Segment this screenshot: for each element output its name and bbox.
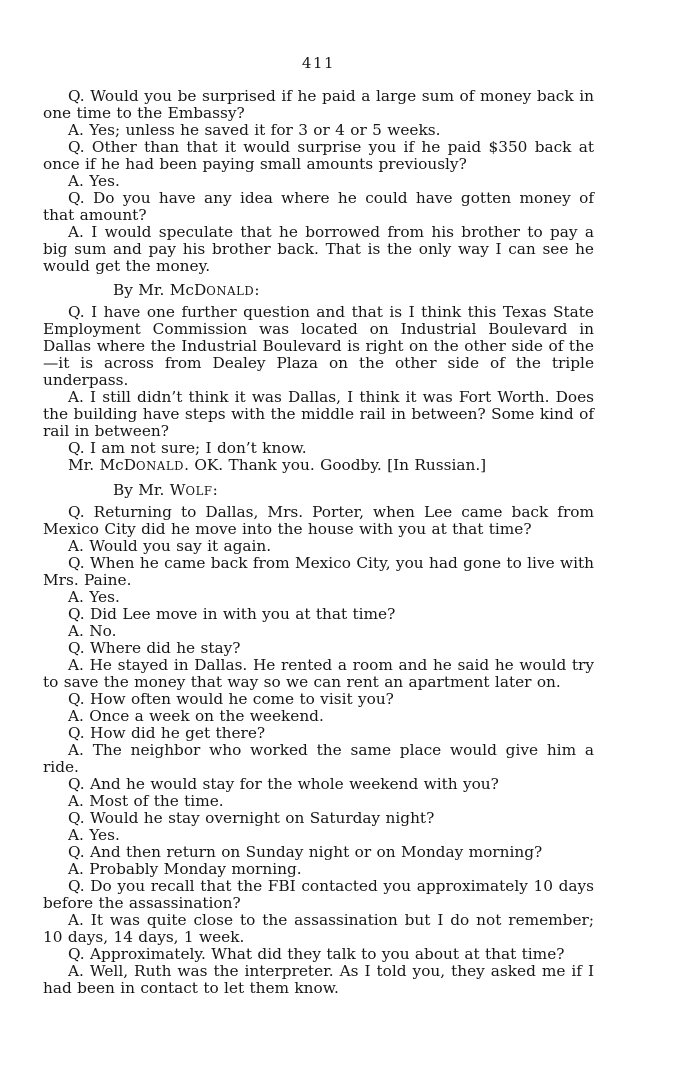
qa-paragraph	[43, 946, 594, 963]
text-segment: A. Yes.	[68, 826, 120, 844]
page-number: 411	[301, 54, 336, 72]
text-segment: Q. Would you be surprised if he paid a large sum of money back in one time to the Embassy?	[43, 87, 594, 122]
text-segment: . OK. Thank you. Goodby. [In Russian.]	[184, 456, 487, 474]
qa-paragraph	[43, 776, 594, 793]
text-segment: Q. I am not sure; I don’t know.	[68, 439, 307, 457]
text-segment: Q. Did Lee move in with you at that time?	[68, 605, 396, 623]
text-segment: By Mr. McD	[113, 281, 207, 299]
text-segment: Mr. McD	[68, 456, 137, 474]
qa-paragraph	[43, 555, 594, 589]
text-segment: Q. And then return on Sunday night or on Monday morning?	[68, 843, 543, 861]
qa-paragraph	[43, 691, 594, 708]
surname-smallcaps: ONALD	[136, 459, 185, 473]
qa-paragraph	[43, 793, 594, 810]
text-segment: A. The neighbor who worked the same place would give him a ride.	[43, 741, 594, 776]
text-segment: Q. Other than that it would surprise you if he paid $350 back at once if he had been paying small amounts previously?	[43, 138, 594, 173]
qa-paragraph	[43, 742, 594, 776]
qa-paragraph	[43, 725, 594, 742]
text-segment: Q. When he came back from Mexico City, you had gone to live with Mrs. Paine.	[43, 554, 594, 589]
text-segment: Q. And he would stay for the whole weekend with you?	[68, 775, 499, 793]
qa-paragraph	[43, 440, 594, 457]
text-segment: A. Once a week on the weekend.	[68, 707, 324, 725]
text-segment: Q. Do you have any idea where he could have gotten money of that amount?	[43, 189, 594, 224]
text-segment: A. Well, Ruth was the interpreter. As I told you, they asked me if I had been in contact to let them know.	[43, 962, 594, 997]
text-segment: A. Yes; unless he saved it for 3 or 4 or 5 weeks.	[68, 121, 441, 139]
qa-paragraph	[43, 389, 594, 440]
surname-smallcaps: ONALD	[206, 284, 255, 298]
qa-paragraph	[43, 827, 594, 844]
text-segment: Q. How did he get there?	[68, 724, 266, 742]
text-segment: By Mr. W	[113, 481, 186, 499]
text-segment: Q. How often would he come to visit you?	[68, 690, 394, 708]
qa-paragraph	[43, 538, 594, 555]
text-segment: Q. Where did he stay?	[68, 639, 241, 657]
qa-paragraph	[43, 88, 594, 122]
qa-paragraph	[43, 640, 594, 657]
qa-paragraph	[43, 844, 594, 861]
text-segment: :	[212, 481, 218, 499]
qa-paragraph	[43, 224, 594, 275]
text-segment: A. Yes.	[68, 588, 120, 606]
qa-paragraph	[43, 878, 594, 912]
qa-paragraph	[43, 657, 594, 691]
text-segment: A. Yes.	[68, 172, 120, 190]
qa-paragraph	[43, 623, 594, 640]
qa-paragraph	[43, 708, 594, 725]
qa-paragraph	[43, 139, 594, 173]
text-segment: A. No.	[68, 622, 117, 640]
qa-paragraph	[43, 589, 594, 606]
qa-paragraph	[43, 122, 594, 139]
qa-paragraph	[43, 861, 594, 878]
text-segment: Q. Approximately. What did they talk to you about at that time?	[68, 945, 565, 963]
text-segment: A. I would speculate that he borrowed from his brother to pay a big sum and pay his brother back. That is the only way I can see he would get the money.	[43, 223, 594, 275]
qa-paragraph	[43, 457, 594, 475]
text-segment: A. I still didn’t think it was Dallas, I think it was Fort Worth. Does the building have steps with the middle rail in between? Some kind of rail in between?	[43, 388, 594, 440]
surname-smallcaps: OLF	[185, 484, 213, 498]
text-segment: A. It was quite close to the assassination but I do not remember; 10 days, 14 days, 1 week.	[43, 911, 594, 946]
text-segment: A. Most of the time.	[68, 792, 224, 810]
qa-paragraph	[43, 190, 594, 224]
qa-paragraph	[43, 963, 594, 997]
attorney-byline	[113, 282, 594, 300]
text-segment: :	[254, 281, 260, 299]
text-segment: A. He stayed in Dallas. He rented a room and he said he would try to save the money that way so we can rent an apartment later on.	[43, 656, 594, 691]
transcript-body	[43, 88, 594, 997]
text-segment: Q. I have one further question and that is I think this Texas State Employment Commission was located on Industrial Boulevard in Dallas where the Industrial Boulevard is right on the other side of the—it is across from Dealey Plaza on the other side of the triple underpass.	[43, 303, 594, 389]
qa-paragraph	[43, 304, 594, 389]
qa-paragraph	[43, 810, 594, 827]
text-segment: Q. Do you recall that the FBI contacted you approximately 10 days before the assassination?	[43, 877, 594, 912]
qa-paragraph	[43, 912, 594, 946]
text-segment: A. Would you say it again.	[68, 537, 272, 555]
text-segment: A. Probably Monday morning.	[68, 860, 302, 878]
qa-paragraph	[43, 504, 594, 538]
qa-paragraph	[43, 606, 594, 623]
text-segment: Q. Returning to Dallas, Mrs. Porter, when Lee came back from Mexico City did he move into the house with you at that time?	[43, 503, 594, 538]
qa-paragraph	[43, 173, 594, 190]
text-segment: Q. Would he stay overnight on Saturday night?	[68, 809, 435, 827]
attorney-byline	[113, 482, 594, 500]
